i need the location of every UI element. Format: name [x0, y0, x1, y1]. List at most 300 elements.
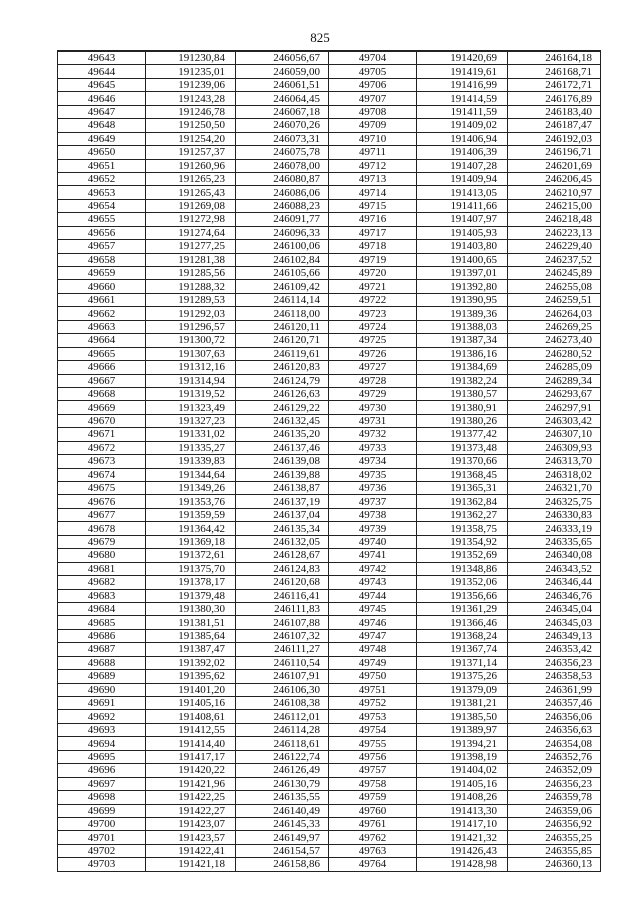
x-coordinate-cell: 191230,84: [146, 51, 236, 65]
table-row: [58, 455, 601, 468]
x-coordinate-cell: 191407,97: [417, 213, 508, 226]
y-coordinate-cell: 246128,67: [236, 549, 329, 562]
x-coordinate-cell: 191359,59: [146, 508, 236, 521]
x-coordinate-cell: 191380,57: [417, 387, 508, 400]
y-coordinate-cell: 246107,91: [236, 670, 329, 683]
x-coordinate-cell: 191409,94: [417, 172, 508, 185]
y-coordinate-cell: 246357,46: [508, 697, 601, 710]
table-row: [58, 347, 601, 360]
table-row: [58, 750, 601, 763]
y-coordinate-cell: 246132,05: [236, 535, 329, 548]
x-coordinate-cell: 191421,96: [146, 777, 236, 790]
y-coordinate-cell: 246264,03: [508, 307, 601, 320]
y-coordinate-cell: 246335,65: [508, 535, 601, 548]
point-number-cell: 49656: [58, 226, 146, 239]
x-coordinate-cell: 191348,86: [417, 562, 508, 575]
point-number-cell: 49680: [58, 549, 146, 562]
point-number-cell: 49710: [329, 132, 417, 145]
point-number-cell: 49742: [329, 562, 417, 575]
point-number-cell: 49739: [329, 522, 417, 535]
table-row: [58, 132, 601, 145]
point-number-cell: 49728: [329, 374, 417, 387]
x-coordinate-cell: 191426,43: [417, 844, 508, 857]
x-coordinate-cell: 191289,53: [146, 293, 236, 306]
point-number-cell: 49714: [329, 186, 417, 199]
x-coordinate-cell: 191331,02: [146, 428, 236, 441]
y-coordinate-cell: 246343,52: [508, 562, 601, 575]
point-number-cell: 49676: [58, 495, 146, 508]
x-coordinate-cell: 191335,27: [146, 441, 236, 454]
table-row: [58, 616, 601, 629]
point-number-cell: 49750: [329, 670, 417, 683]
y-coordinate-cell: 246280,52: [508, 347, 601, 360]
y-coordinate-cell: 246210,97: [508, 186, 601, 199]
x-coordinate-cell: 191421,32: [417, 831, 508, 844]
point-number-cell: 49651: [58, 159, 146, 172]
x-coordinate-cell: 191406,39: [417, 146, 508, 159]
y-coordinate-cell: 246129,22: [236, 401, 329, 414]
table-row: [58, 804, 601, 817]
y-coordinate-cell: 246333,19: [508, 522, 601, 535]
x-coordinate-cell: 191281,38: [146, 253, 236, 266]
table-row: [58, 293, 601, 306]
point-number-cell: 49724: [329, 320, 417, 333]
y-coordinate-cell: 246229,40: [508, 240, 601, 253]
point-number-cell: 49679: [58, 535, 146, 548]
x-coordinate-cell: 191277,25: [146, 240, 236, 253]
y-coordinate-cell: 246075,78: [236, 146, 329, 159]
y-coordinate-cell: 246354,08: [508, 737, 601, 750]
x-coordinate-cell: 191414,40: [146, 737, 236, 750]
y-coordinate-cell: 246061,51: [236, 78, 329, 91]
x-coordinate-cell: 191356,66: [417, 589, 508, 602]
point-number-cell: 49709: [329, 119, 417, 132]
point-number-cell: 49762: [329, 831, 417, 844]
y-coordinate-cell: 246259,51: [508, 293, 601, 306]
table-row: [58, 670, 601, 683]
y-coordinate-cell: 246106,30: [236, 683, 329, 696]
y-coordinate-cell: 246124,83: [236, 562, 329, 575]
table-row: [58, 844, 601, 857]
x-coordinate-cell: 191423,07: [146, 817, 236, 830]
table-row: [58, 482, 601, 495]
x-coordinate-cell: 191398,19: [417, 750, 508, 763]
point-number-cell: 49674: [58, 468, 146, 481]
y-coordinate-cell: 246237,52: [508, 253, 601, 266]
x-coordinate-cell: 191408,61: [146, 710, 236, 723]
table-row: [58, 320, 601, 333]
point-number-cell: 49729: [329, 387, 417, 400]
table-row: [58, 51, 601, 65]
table-row: [58, 213, 601, 226]
x-coordinate-cell: 191243,28: [146, 92, 236, 105]
point-number-cell: 49727: [329, 361, 417, 374]
x-coordinate-cell: 191409,02: [417, 119, 508, 132]
point-number-cell: 49684: [58, 602, 146, 615]
point-number-cell: 49695: [58, 750, 146, 763]
point-number-cell: 49673: [58, 455, 146, 468]
x-coordinate-cell: 191352,69: [417, 549, 508, 562]
table-row: [58, 119, 601, 132]
point-number-cell: 49758: [329, 777, 417, 790]
x-coordinate-cell: 191384,69: [417, 361, 508, 374]
x-coordinate-cell: 191375,26: [417, 670, 508, 683]
x-coordinate-cell: 191370,66: [417, 455, 508, 468]
y-coordinate-cell: 246135,34: [236, 522, 329, 535]
table-row: [58, 643, 601, 656]
point-number-cell: 49683: [58, 589, 146, 602]
point-number-cell: 49688: [58, 656, 146, 669]
table-row: [58, 589, 601, 602]
table-row: [58, 401, 601, 414]
y-coordinate-cell: 246293,67: [508, 387, 601, 400]
x-coordinate-cell: 191307,63: [146, 347, 236, 360]
x-coordinate-cell: 191423,57: [146, 831, 236, 844]
point-number-cell: 49702: [58, 844, 146, 857]
point-number-cell: 49643: [58, 51, 146, 65]
point-number-cell: 49668: [58, 387, 146, 400]
table-row: [58, 240, 601, 253]
x-coordinate-cell: 191408,26: [417, 791, 508, 804]
y-coordinate-cell: 246078,00: [236, 159, 329, 172]
x-coordinate-cell: 191387,47: [146, 643, 236, 656]
table-row: [58, 78, 601, 91]
y-coordinate-cell: 246080,87: [236, 172, 329, 185]
point-number-cell: 49648: [58, 119, 146, 132]
point-number-cell: 49720: [329, 267, 417, 280]
x-coordinate-cell: 191401,20: [146, 683, 236, 696]
point-number-cell: 49650: [58, 146, 146, 159]
page-number: 825: [310, 30, 330, 45]
x-coordinate-cell: 191405,16: [417, 777, 508, 790]
y-coordinate-cell: 246340,08: [508, 549, 601, 562]
x-coordinate-cell: 191422,41: [146, 844, 236, 857]
table-row: [58, 602, 601, 615]
x-coordinate-cell: 191288,32: [146, 280, 236, 293]
x-coordinate-cell: 191416,99: [417, 78, 508, 91]
x-coordinate-cell: 191404,02: [417, 764, 508, 777]
x-coordinate-cell: 191312,16: [146, 361, 236, 374]
point-number-cell: 49722: [329, 293, 417, 306]
x-coordinate-cell: 191257,37: [146, 146, 236, 159]
point-number-cell: 49741: [329, 549, 417, 562]
table-row: [58, 495, 601, 508]
table-row: [58, 226, 601, 239]
y-coordinate-cell: 246105,66: [236, 267, 329, 280]
y-coordinate-cell: 246132,45: [236, 414, 329, 427]
point-number-cell: 49764: [329, 858, 417, 871]
point-number-cell: 49712: [329, 159, 417, 172]
point-number-cell: 49681: [58, 562, 146, 575]
point-number-cell: 49672: [58, 441, 146, 454]
point-number-cell: 49725: [329, 334, 417, 347]
x-coordinate-cell: 191250,50: [146, 119, 236, 132]
x-coordinate-cell: 191387,34: [417, 334, 508, 347]
x-coordinate-cell: 191254,20: [146, 132, 236, 145]
point-number-cell: 49753: [329, 710, 417, 723]
point-number-cell: 49730: [329, 401, 417, 414]
point-number-cell: 49686: [58, 629, 146, 642]
point-number-cell: 49744: [329, 589, 417, 602]
x-coordinate-cell: 191367,74: [417, 643, 508, 656]
y-coordinate-cell: 246183,40: [508, 105, 601, 118]
y-coordinate-cell: 246318,02: [508, 468, 601, 481]
y-coordinate-cell: 246303,42: [508, 414, 601, 427]
y-coordinate-cell: 246349,13: [508, 629, 601, 642]
x-coordinate-cell: 191352,06: [417, 576, 508, 589]
table-row: [58, 777, 601, 790]
x-coordinate-cell: 191364,42: [146, 522, 236, 535]
y-coordinate-cell: 246356,23: [508, 656, 601, 669]
point-number-cell: 49718: [329, 240, 417, 253]
point-number-cell: 49661: [58, 293, 146, 306]
table-row: [58, 508, 601, 521]
y-coordinate-cell: 246273,40: [508, 334, 601, 347]
x-coordinate-cell: 191388,03: [417, 320, 508, 333]
y-coordinate-cell: 246120,11: [236, 320, 329, 333]
point-number-cell: 49666: [58, 361, 146, 374]
x-coordinate-cell: 191327,23: [146, 414, 236, 427]
x-coordinate-cell: 191369,18: [146, 535, 236, 548]
table-row: [58, 428, 601, 441]
point-number-cell: 49689: [58, 670, 146, 683]
point-number-cell: 49711: [329, 146, 417, 159]
point-number-cell: 49665: [58, 347, 146, 360]
point-number-cell: 49645: [58, 78, 146, 91]
y-coordinate-cell: 246158,86: [236, 858, 329, 871]
y-coordinate-cell: 246285,09: [508, 361, 601, 374]
x-coordinate-cell: 191380,26: [417, 414, 508, 427]
y-coordinate-cell: 246172,71: [508, 78, 601, 91]
point-number-cell: 49734: [329, 455, 417, 468]
table-row: [58, 549, 601, 562]
x-coordinate-cell: 191397,01: [417, 267, 508, 280]
y-coordinate-cell: 246307,10: [508, 428, 601, 441]
y-coordinate-cell: 246313,70: [508, 455, 601, 468]
table-row: [58, 361, 601, 374]
x-coordinate-cell: 191389,97: [417, 723, 508, 736]
x-coordinate-cell: 191381,51: [146, 616, 236, 629]
x-coordinate-cell: 191419,61: [417, 65, 508, 78]
y-coordinate-cell: 246356,06: [508, 710, 601, 723]
x-coordinate-cell: 191292,03: [146, 307, 236, 320]
point-number-cell: 49706: [329, 78, 417, 91]
point-number-cell: 49736: [329, 482, 417, 495]
y-coordinate-cell: 246187,47: [508, 119, 601, 132]
y-coordinate-cell: 246091,77: [236, 213, 329, 226]
y-coordinate-cell: 246073,31: [236, 132, 329, 145]
point-number-cell: 49678: [58, 522, 146, 535]
table-row: [58, 710, 601, 723]
point-number-cell: 49667: [58, 374, 146, 387]
y-coordinate-cell: 246135,55: [236, 791, 329, 804]
x-coordinate-cell: 191380,30: [146, 602, 236, 615]
point-number-cell: 49721: [329, 280, 417, 293]
point-number-cell: 49705: [329, 65, 417, 78]
y-coordinate-cell: 246346,76: [508, 589, 601, 602]
y-coordinate-cell: 246114,28: [236, 723, 329, 736]
point-number-cell: 49653: [58, 186, 146, 199]
table-row: [58, 159, 601, 172]
y-coordinate-cell: 246140,49: [236, 804, 329, 817]
y-coordinate-cell: 246118,61: [236, 737, 329, 750]
y-coordinate-cell: 246358,53: [508, 670, 601, 683]
point-number-cell: 49703: [58, 858, 146, 871]
point-number-cell: 49652: [58, 172, 146, 185]
table-row: [58, 307, 601, 320]
x-coordinate-cell: 191285,56: [146, 267, 236, 280]
y-coordinate-cell: 246135,20: [236, 428, 329, 441]
table-row: [58, 576, 601, 589]
x-coordinate-cell: 191400,65: [417, 253, 508, 266]
x-coordinate-cell: 191420,22: [146, 764, 236, 777]
y-coordinate-cell: 246352,76: [508, 750, 601, 763]
point-number-cell: 49646: [58, 92, 146, 105]
y-coordinate-cell: 246345,03: [508, 616, 601, 629]
table-row: [58, 387, 601, 400]
y-coordinate-cell: 246145,33: [236, 817, 329, 830]
y-coordinate-cell: 246356,63: [508, 723, 601, 736]
x-coordinate-cell: 191385,50: [417, 710, 508, 723]
table-row: [58, 92, 601, 105]
x-coordinate-cell: 191373,48: [417, 441, 508, 454]
y-coordinate-cell: 246201,69: [508, 159, 601, 172]
x-coordinate-cell: 191358,75: [417, 522, 508, 535]
x-coordinate-cell: 191403,80: [417, 240, 508, 253]
table-row: [58, 737, 601, 750]
x-coordinate-cell: 191382,24: [417, 374, 508, 387]
x-coordinate-cell: 191379,48: [146, 589, 236, 602]
point-number-cell: 49719: [329, 253, 417, 266]
table-row: [58, 186, 601, 199]
y-coordinate-cell: 246359,06: [508, 804, 601, 817]
table-row: [58, 858, 601, 871]
y-coordinate-cell: 246353,42: [508, 643, 601, 656]
point-number-cell: 49671: [58, 428, 146, 441]
x-coordinate-cell: 191235,01: [146, 65, 236, 78]
y-coordinate-cell: 246070,26: [236, 119, 329, 132]
x-coordinate-cell: 191260,96: [146, 159, 236, 172]
point-number-cell: 49697: [58, 777, 146, 790]
point-number-cell: 49731: [329, 414, 417, 427]
point-number-cell: 49700: [58, 817, 146, 830]
y-coordinate-cell: 246168,71: [508, 65, 601, 78]
point-number-cell: 49715: [329, 199, 417, 212]
x-coordinate-cell: 191239,06: [146, 78, 236, 91]
table-row: [58, 629, 601, 642]
y-coordinate-cell: 246154,57: [236, 844, 329, 857]
y-coordinate-cell: 246100,06: [236, 240, 329, 253]
y-coordinate-cell: 246088,23: [236, 199, 329, 212]
x-coordinate-cell: 191407,28: [417, 159, 508, 172]
table-row: [58, 65, 601, 78]
x-coordinate-cell: 191417,10: [417, 817, 508, 830]
table-row: [58, 280, 601, 293]
table-row: [58, 562, 601, 575]
point-number-cell: 49733: [329, 441, 417, 454]
point-number-cell: 49756: [329, 750, 417, 763]
table-row: [58, 172, 601, 185]
table-row: [58, 414, 601, 427]
y-coordinate-cell: 246107,32: [236, 629, 329, 642]
point-number-cell: 49698: [58, 791, 146, 804]
table-row: [58, 697, 601, 710]
point-number-cell: 49717: [329, 226, 417, 239]
point-number-cell: 49737: [329, 495, 417, 508]
y-coordinate-cell: 246108,38: [236, 697, 329, 710]
x-coordinate-cell: 191314,94: [146, 374, 236, 387]
y-coordinate-cell: 246120,68: [236, 576, 329, 589]
x-coordinate-cell: 191344,64: [146, 468, 236, 481]
y-coordinate-cell: 246059,00: [236, 65, 329, 78]
y-coordinate-cell: 246056,67: [236, 51, 329, 65]
y-coordinate-cell: 246215,00: [508, 199, 601, 212]
x-coordinate-cell: 191413,05: [417, 186, 508, 199]
y-coordinate-cell: 246137,46: [236, 441, 329, 454]
point-number-cell: 49669: [58, 401, 146, 414]
y-coordinate-cell: 246297,91: [508, 401, 601, 414]
y-coordinate-cell: 246139,88: [236, 468, 329, 481]
point-number-cell: 49716: [329, 213, 417, 226]
y-coordinate-cell: 246124,79: [236, 374, 329, 387]
x-coordinate-cell: 191265,43: [146, 186, 236, 199]
y-coordinate-cell: 246345,04: [508, 602, 601, 615]
y-coordinate-cell: 246352,09: [508, 764, 601, 777]
x-coordinate-cell: 191296,57: [146, 320, 236, 333]
y-coordinate-cell: 246164,18: [508, 51, 601, 65]
x-coordinate-cell: 191385,64: [146, 629, 236, 642]
point-number-cell: 49682: [58, 576, 146, 589]
x-coordinate-cell: 191411,66: [417, 199, 508, 212]
y-coordinate-cell: 246355,85: [508, 844, 601, 857]
table-row: [58, 199, 601, 212]
point-number-cell: 49760: [329, 804, 417, 817]
y-coordinate-cell: 246109,42: [236, 280, 329, 293]
table-row: [58, 791, 601, 804]
x-coordinate-cell: 191368,45: [417, 468, 508, 481]
point-number-cell: 49687: [58, 643, 146, 656]
y-coordinate-cell: 246325,75: [508, 495, 601, 508]
x-coordinate-cell: 191414,59: [417, 92, 508, 105]
y-coordinate-cell: 246118,00: [236, 307, 329, 320]
point-number-cell: 49696: [58, 764, 146, 777]
point-number-cell: 49726: [329, 347, 417, 360]
point-number-cell: 49738: [329, 508, 417, 521]
point-number-cell: 49664: [58, 334, 146, 347]
x-coordinate-cell: 191394,21: [417, 737, 508, 750]
table-row: [58, 831, 601, 844]
table-row: [58, 468, 601, 481]
point-number-cell: 49691: [58, 697, 146, 710]
x-coordinate-cell: 191265,23: [146, 172, 236, 185]
point-number-cell: 49757: [329, 764, 417, 777]
x-coordinate-cell: 191405,16: [146, 697, 236, 710]
y-coordinate-cell: 246356,92: [508, 817, 601, 830]
table-row: [58, 253, 601, 266]
point-number-cell: 49708: [329, 105, 417, 118]
table-row: [58, 764, 601, 777]
x-coordinate-cell: 191361,29: [417, 602, 508, 615]
point-number-cell: 49745: [329, 602, 417, 615]
table-row: [58, 146, 601, 159]
y-coordinate-cell: 246206,45: [508, 172, 601, 185]
x-coordinate-cell: 191392,02: [146, 656, 236, 669]
point-number-cell: 49663: [58, 320, 146, 333]
y-coordinate-cell: 246086,06: [236, 186, 329, 199]
point-number-cell: 49746: [329, 616, 417, 629]
point-number-cell: 49748: [329, 643, 417, 656]
point-number-cell: 49732: [329, 428, 417, 441]
